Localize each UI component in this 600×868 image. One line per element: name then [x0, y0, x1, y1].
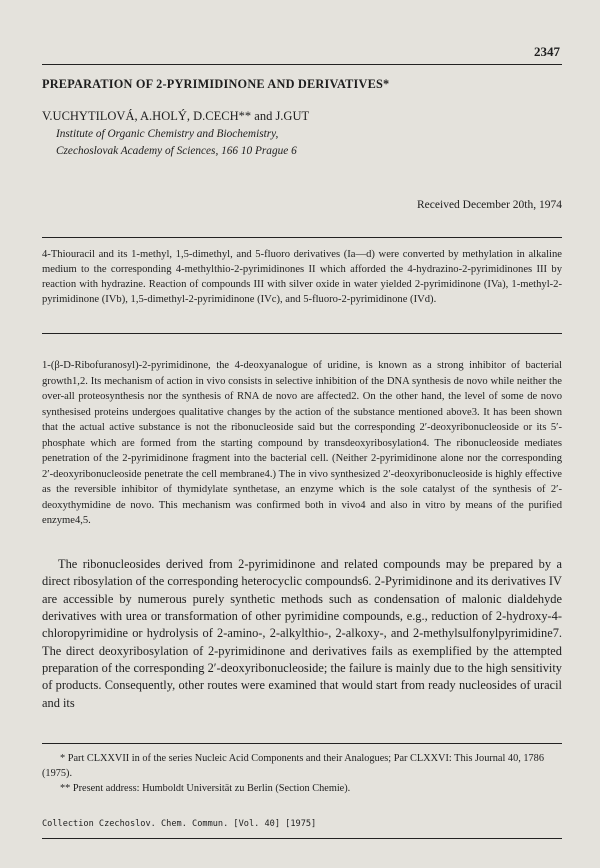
received-date: Received December 20th, 1974 [417, 199, 562, 211]
abstract: 4-Thiouracil and its 1-methyl, 1,5-dimethyl, and 5-fluoro derivatives (Ia—d) were converted by methylation in alkaline medium to the corresponding 4-methylthio-2-pyrimidinones II which afforded the 4-hydrazino-2-pyrimidinones III by reaction with hydrazine. Reaction of compounds III with silver oxide in water yielded 2-pyrimidinone (IVa), 1-methyl-2-pyrimidinone (IVb), 1,5-dimethyl-2-pyrimidinone (IVc), and 5-fluoro-2-pyrimidinone (IVd). [42, 249, 562, 306]
author-list: V.UCHYTILOVÁ, A.HOLÝ, D.CECH** and J.GUT [42, 109, 310, 123]
abstract-bottom-rule [42, 333, 562, 334]
header-rule [42, 64, 562, 65]
body-paragraph-2: The ribonucleosides derived from 2-pyrimidinone and related compounds may be prepared by a direct ribosylation of the corresponding heterocyclic compounds6. 2-Pyrimidinone and its derivatives IV are accessible by numerous purely synthetic methods such as condensation of malonic dialdehyde derivatives with urea or transformation of other pyrimidine compounds, e.g., reduction of 2-hydroxy-4-chloropyrimidine or hydrolysis of 2-amino-, 2-alkylthio-, 2-alkoxy-, and 2-methylsulfonylpyrimidine7. The direct deoxyribosylation of 2-pyrimidinone and derivatives fails as exemplified by the attempted preparation of the corresponding 2′-deoxyribonucleoside; the failure is mainly due to the high sensitivity of products. Consequently, other routes were examined that would start from ready nucleosides of uracil and its [42, 557, 562, 710]
affiliation-line-1: Institute of Organic Chemistry and Biochemistry, [56, 128, 279, 140]
footnotes [42, 751, 562, 796]
affiliation [56, 126, 536, 160]
footnote-2: ** Present address: Humboldt Universität zu Berlin (Section Chemie). [60, 783, 351, 794]
journal-citation: Collection Czechoslov. Chem. Commun. [Vol. 40] [1975] [42, 819, 317, 829]
footnote-rule [42, 743, 562, 744]
page-number: 2347 [534, 44, 560, 59]
body-paragraph-1: 1-(β-D-Ribofuranosyl)-2-pyrimidinone, the 4-deoxyanalogue of uridine, is known as a strong inhibitor of bacterial growth1,2. Its mechanism of action in vivo consists in selective inhibition of the DNA synthesis de novo while neither the over-all proteosynthesis nor the synthesis of RNA de novo are affected2. On the other hand, the level of some de novo synthesised proteins undergoes qualitative changes by the action of the substance mentioned above3. It has been shown that the actual active substance is not the ribonucleoside said but the corresponding 2′-deoxyribonucleoside or its 5′-phosphate which are formed from the starting compound by transdeoxyribosylation4. The ribonucleoside mediates penetration of the 2-pyrimidinone fragment into the bacterial cell. (Neither 2-pyrimidinone alone nor the corresponding 2′-deoxyribonucleoside penetrate the cell membrane4.) The in vivo synthesized 2′-deoxyribonucleoside is highly effective as the reversible inhibitor of thymidylate synthetase, an enzyme which is the sole catalyst of the synthesis of 2′-deoxythymidine de novo. This mechanism was confirmed both in vivo4 and also in vitro by means of the purified enzyme4,5. [42, 360, 562, 526]
article-title: PREPARATION OF 2-PYRIMIDINONE AND DERIVATIVES* [42, 77, 390, 91]
affiliation-line-2: Czechoslovak Academy of Sciences, 166 10 Prague 6 [56, 145, 297, 157]
bottom-rule [42, 838, 562, 839]
abstract-top-rule [42, 237, 562, 238]
footnote-1: * Part CLXXVII in of the series Nucleic Acid Components and their Analogues; Par CLXXVI: This Journal 40, 1786 (1975). [42, 753, 544, 779]
